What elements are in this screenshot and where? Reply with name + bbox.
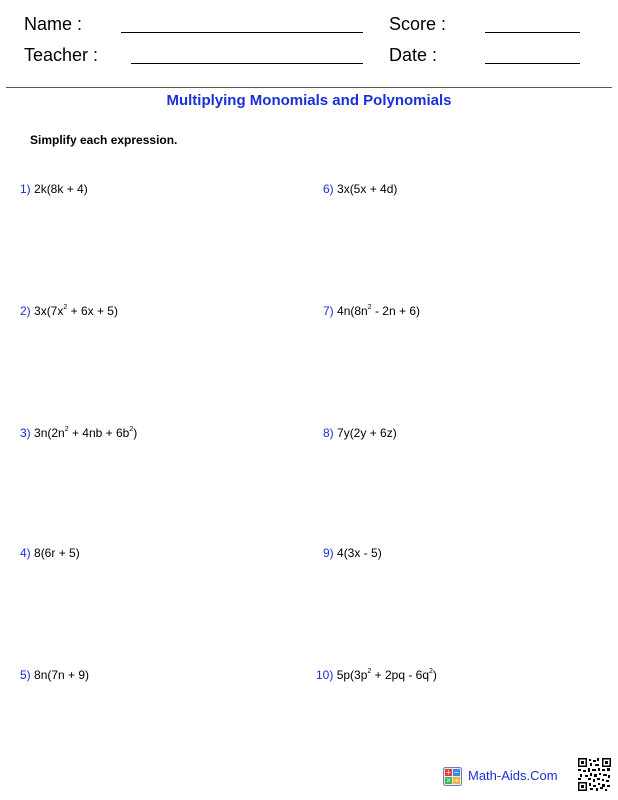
- problem-expression: [337, 182, 397, 196]
- svg-text:−: −: [453, 768, 460, 777]
- exponent: 2: [367, 668, 372, 675]
- exponent: 2: [429, 668, 433, 675]
- date-line: [485, 63, 580, 64]
- expression-text: 4(3x - 5): [337, 546, 382, 560]
- problem-expression: [34, 182, 88, 196]
- problem-expression: [34, 304, 118, 318]
- exponent: 2: [63, 304, 68, 311]
- problem-5: [20, 668, 89, 682]
- problem-number: 5): [20, 668, 31, 682]
- problem-number: 10): [316, 668, 334, 682]
- instructions: Simplify each expression.: [30, 133, 178, 147]
- problem-1: [20, 182, 88, 196]
- expression-text: - 2n + 6): [371, 304, 420, 318]
- problem-9: [323, 546, 382, 560]
- problem-number: 2): [20, 304, 31, 318]
- expression-text: 3n(2n: [34, 426, 65, 440]
- name-label: Name :: [24, 14, 83, 34]
- expression-text: + 2pq - 6q: [371, 668, 430, 682]
- expression-text: 7y(2y + 6z): [337, 426, 397, 440]
- expression-text: 3x(7x: [34, 304, 64, 318]
- svg-text:×: ×: [445, 776, 452, 785]
- expression-text: 4n(8n: [337, 304, 368, 318]
- brand-link[interactable]: Math-Aids.Com: [468, 768, 558, 783]
- problem-number: 9): [323, 546, 334, 560]
- teacher-label: Teacher :: [24, 45, 99, 65]
- problem-number: 6): [323, 182, 334, 196]
- problem-number: 4): [20, 546, 31, 560]
- problem-8: [323, 426, 397, 440]
- worksheet-title: Multiplying Monomials and Polynomials: [166, 92, 452, 109]
- problem-expression: [34, 426, 137, 440]
- expression-text: ): [432, 668, 437, 682]
- expression-text: 8n(7n + 9): [34, 668, 90, 682]
- expression-text: + 6x + 5): [67, 304, 118, 318]
- teacher-line: [131, 63, 363, 64]
- svg-text:+: +: [445, 768, 452, 777]
- expression-text: + 4nb + 6b: [68, 426, 130, 440]
- score-label: Score :: [389, 14, 447, 34]
- expression-text: 5p(3p: [336, 668, 368, 682]
- score-line: [485, 32, 580, 33]
- exponent: 2: [129, 426, 134, 433]
- problem-4: [20, 546, 80, 560]
- expression-text: 3x(5x + 4d): [337, 182, 398, 196]
- problem-10: [316, 668, 437, 682]
- exponent: 2: [64, 426, 69, 433]
- problem-number: 1): [20, 182, 31, 196]
- problem-expression: [337, 426, 397, 440]
- problem-expression: [34, 668, 89, 682]
- math-aids-logo-icon: [443, 767, 462, 786]
- name-line: [121, 32, 363, 33]
- header-divider: [6, 87, 612, 88]
- problem-3: [20, 426, 137, 440]
- problem-expression: [337, 304, 420, 318]
- expression-text: 2k(8k + 4): [34, 182, 88, 196]
- expression-text: 8(6r + 5): [34, 546, 80, 560]
- svg-text:÷: ÷: [453, 776, 460, 785]
- expression-text: ): [133, 426, 138, 440]
- problem-7: [323, 304, 420, 318]
- problem-expression: [337, 546, 382, 560]
- qr-code-icon: [578, 758, 611, 791]
- problem-expression: [337, 668, 437, 682]
- problem-number: 8): [323, 426, 334, 440]
- problem-number: 3): [20, 426, 31, 440]
- problem-expression: [34, 546, 80, 560]
- date-label: Date :: [389, 45, 438, 65]
- exponent: 2: [367, 304, 372, 311]
- problem-2: [20, 304, 118, 318]
- problem-number: 7): [323, 304, 334, 318]
- problem-6: [323, 182, 397, 196]
